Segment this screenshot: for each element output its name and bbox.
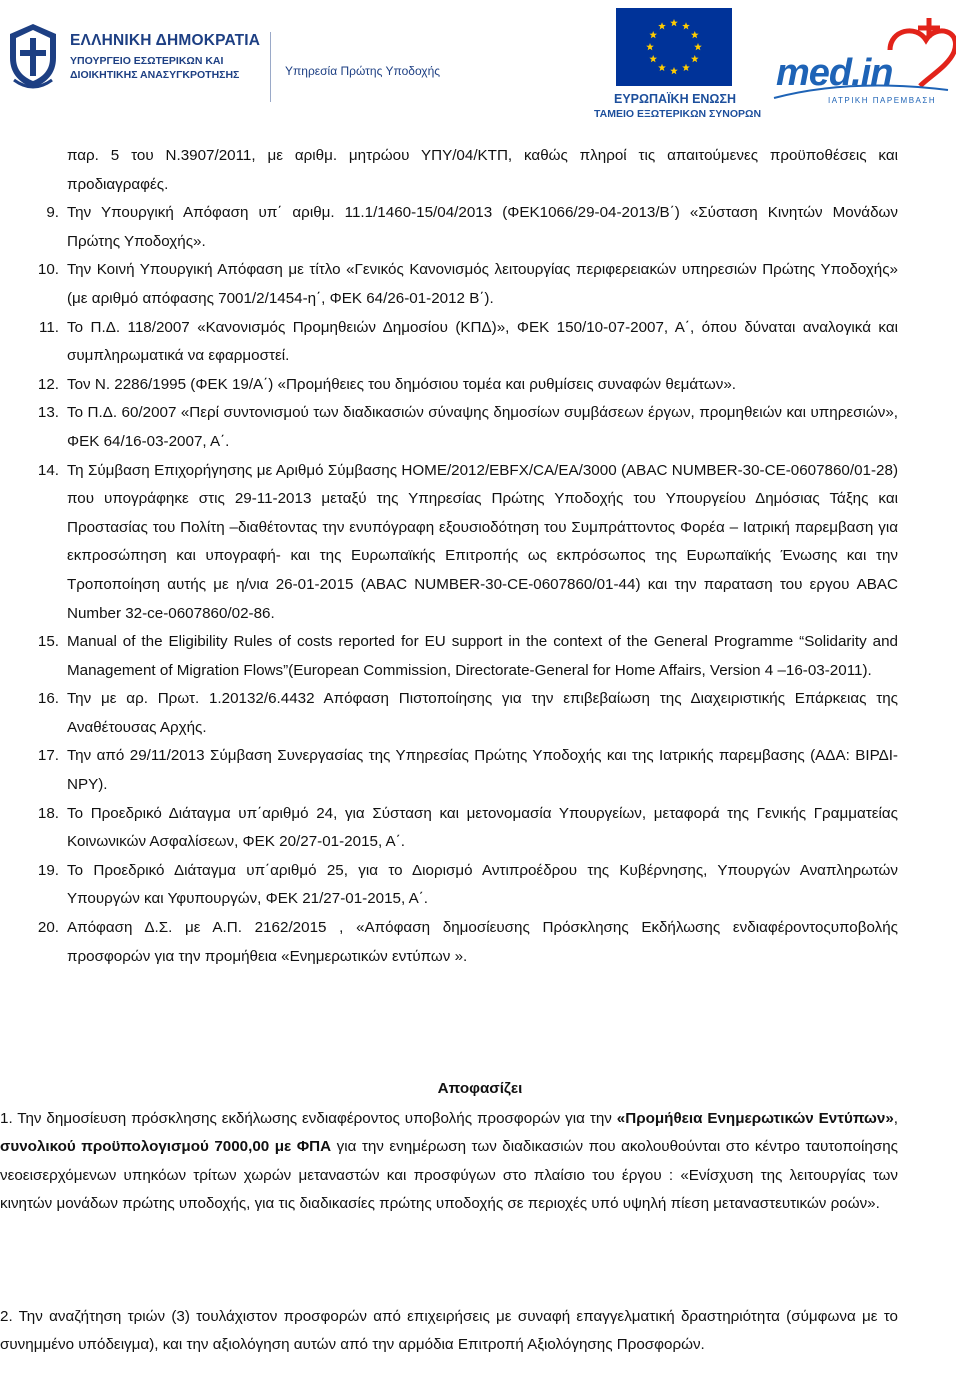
- list-item: [0, 142, 960, 199]
- item-text: Την με αρ. Πρωτ. 1.20132/6.4432 Απόφαση Πιστοποίησης για την επιβεβαίωση της Διαχειριστικής Επάρκειας της Αναθέτουσας Αρχής.: [67, 690, 898, 736]
- item-number: 14.: [37, 461, 59, 479]
- republic-title: ΕΛΛΗΝΙΚΗ ΔΗΜΟΚΡΑΤΙΑ: [70, 32, 261, 49]
- list-item: [0, 256, 960, 313]
- item-text: Την Υπουργική Απόφαση υπ΄ αριθμ. 11.1/1460-15/04/2013 (ΦΕΚ1066/29-04-2013/Β΄) «Σύσταση Κινητών Μονάδων Πρώτης Υποδοχής».: [67, 204, 898, 250]
- legal-references-list: [0, 142, 960, 971]
- item-text: Το Προεδρικό Διάταγμα υπ΄αριθμό 24, για Σύσταση και μετονομασία Υπουργείων, μεταφορά της Γενικής Γραμματείας Κοινωνικών Ασφαλίσεων, ΦΕΚ 20/27-01-2015, Α΄.: [67, 804, 898, 851]
- item-text: Manual of the Eligibility Rules of costs reported for EU support in the context of the General Programme “Solidarity and Management of Migration Flows”(European Commission, Directorate-General for Home Affairs, Version 4 –16-03-2011).: [67, 633, 898, 679]
- item-number: 16.: [37, 690, 59, 708]
- header-divider: [270, 32, 271, 102]
- medin-tagline: ΙΑΤΡΙΚΗ ΠΑΡΕΜΒΑΣΗ: [828, 96, 937, 105]
- medin-logo: [770, 16, 956, 112]
- ministry-text: [70, 32, 260, 82]
- eu-flag-icon: [616, 8, 732, 86]
- item-number: 11.: [39, 318, 59, 336]
- list-item: [0, 628, 960, 685]
- item-text: Απόφαση Δ.Σ. με Α.Π. 2162/2015 , «Απόφαση δημοσίευσης Πρόσκλησης Εκδήλωσης ενδιαφέροντοςυποβολής προσφορών για την προμήθεια «Ενημερωτικών εντύπων ».: [67, 919, 898, 965]
- ministry-line-1: ΥΠΟΥΡΓΕΙΟ ΕΣΩΤΕΡΙΚΩΝ ΚΑΙ: [70, 55, 224, 67]
- greek-seal-icon: [6, 20, 60, 90]
- item-number: 20.: [37, 919, 59, 937]
- list-item: [0, 800, 960, 857]
- item-number: 19.: [37, 861, 59, 879]
- p1-text-e: για την ενημέρωση των διαδικασιών που ακολουθούνται στο κέντρο ταυτοποίησης νεοεισερχόμενων υπηκόων τρίτων χωρών μεταναστών και προσφύγων στο πλαίσιο του έργου : «Ενίσχυση της λειτουργίας των κινητών μονάδων πρώτης υποδοχής, για τις διαδικασίες πρώτης υποδοχής σε περιοχές υπό υψηλή πίεση μεταναστευτικών ροών».: [0, 1138, 898, 1212]
- p1-bold-budget: συνολικού προϋπολογισμού 7000,00 με ΦΠΑ: [0, 1138, 332, 1156]
- item-text: Το Π.Δ. 118/2007 «Κανονισμός Προμηθειών Δημοσίου (ΚΠΔ)», ΦΕΚ 150/10-07-2007, Α΄, όπου δύναται αναλογικά και συμπληρωματικά να εφαρμοστεί.: [67, 318, 898, 365]
- eu-name: ΕΥΡΩΠΑΪΚΗ ΕΝΩΣΗ: [613, 92, 736, 106]
- list-item: [0, 742, 960, 799]
- decision-paragraph-1: [0, 1105, 898, 1218]
- external-borders-fund: ΤΑΜΕΙΟ ΕΞΩΤΕΡΙΚΩΝ ΣΥΝΟΡΩΝ: [594, 108, 762, 120]
- list-item: [0, 371, 960, 400]
- list-item: [0, 314, 960, 371]
- item-text: Το Π.Δ. 60/2007 «Περί συντονισμού των διαδικασιών σύναψης δημοσίων συμβάσεων έργων, προμηθειών και υπηρεσιών», ΦΕΚ 64/16-03-2007, Α΄.: [67, 404, 898, 450]
- p1-text-c: ,: [893, 1110, 898, 1127]
- item-text: Την από 29/11/2013 Σύμβαση Συνεργασίας της Υπηρεσίας Πρώτης Υποδοχής και της Ιατρικής παρεμβασης (ΑΔΑ: ΒΙΡΔΙ-ΝΡΥ).: [67, 747, 898, 794]
- item-text: Το Προεδρικό Διάταγμα υπ΄αριθμό 25, για το Διορισμό Αντιπροέδρου της Κυβέρνησης, Υπουργών Αναπληρωτών Υπουργών και Υφυπουργών, ΦΕΚ 21/27-01-2015, Α΄.: [67, 861, 898, 908]
- list-item: [0, 399, 960, 456]
- decision-paragraph-2: 2. Την αναζήτηση τριών (3) τουλάχιστον προσφορών από επιχειρήσεις με συναφή επαγγελματική δραστηριότητα (σύμφωνα με το συνημμένο υπόδειγμα), και την αξιολόγηση αυτών από την αρμόδια Επιτροπή Αξιολόγησης Προσφορών.: [0, 1308, 898, 1354]
- item-text: Την Κοινή Υπουργική Απόφαση με τίτλο «Γενικός Κανονισμός λειτουργίας περιφερειακών υπηρεσιών Πρώτης Υποδοχής» (με αριθμό απόφασης 7001/2/1454-η΄, ΦΕΚ 64/26-01-2012 Β΄).: [67, 261, 898, 307]
- item-text: Τη Σύμβαση Επιχορήγησης με Αριθμό Σύμβασης HOME/2012/EBFX/CA/EA/3000 (ABAC NUMBER-30-CE-0607860/01-28) που υπογράφηκε στις 29-11-2013 μεταξύ της Υπηρεσίας Πρώτης Υποδοχής του Υπουργείου Δημόσιας Τάξης και Προστασίας του Πολίτη –διαθέτοντας την ενυπόγραφη εξουσιοδότηση του Συμπράττοντος Φορέα – Ιατρική παρεμβαση για εκπροσώπηση και υπογραφή- και της Ευρωπαϊκής Επιτροπής ως εκπρόσωπος της Ευρωπαϊκής Ένωσης και την Τροποποίηση αυτής με η/νια 26-01-2015 (ABAC NUMBER-30-CE-0607860/01-44) και την παραταση του εργου ABAC Number 32-ce-0607860/02-86.: [67, 461, 898, 622]
- item-number: 9.: [46, 204, 59, 222]
- p1-text-a: 1. Την δημοσίευση πρόσκλησης εκδήλωσης ενδιαφέροντος υποβολής προσφορών για την: [0, 1110, 617, 1127]
- list-item: [0, 457, 960, 629]
- ministry-line-2: ΔΙΟΙΚΗΤΙΚΗΣ ΑΝΑΣΥΓΚΡΟΤΗΣΗΣ: [70, 69, 240, 81]
- item-number: 18.: [37, 804, 59, 822]
- list-item: [0, 914, 960, 971]
- medin-wordmark: med.in: [776, 52, 893, 94]
- item-number: 12.: [37, 375, 59, 393]
- eu-logo: [594, 8, 762, 120]
- list-item: [0, 685, 960, 742]
- item-number: 10.: [37, 261, 59, 279]
- item-number: 17.: [37, 747, 59, 765]
- list-item: [0, 199, 960, 256]
- p1-bold-supply: «Προμήθεια Ενημερωτικών Εντύπων»: [616, 1110, 894, 1127]
- decision-heading: Αποφασίζει: [437, 1080, 523, 1097]
- hellenic-republic-logo: [6, 14, 441, 96]
- item-text: Τον Ν. 2286/1995 (ΦΕΚ 19/Α΄) «Προμήθειες του δημόσιου τομέα και ρυθμίσεις συναφών θεμάτων».: [67, 375, 737, 393]
- list-item: [0, 857, 960, 914]
- document-header: [0, 0, 960, 122]
- first-reception-service-label: Υπηρεσία Πρώτης Υποδοχής: [285, 64, 441, 78]
- item-number: 15.: [37, 633, 59, 651]
- item-number: 13.: [37, 404, 59, 422]
- item-text: παρ. 5 του Ν.3907/2011, με αριθμ. μητρώου ΥΠΥ/04/ΚΤΠ, καθώς πληροί τις απαιτούμενες προϋποθέσεις και προδιαγραφές.: [67, 147, 898, 193]
